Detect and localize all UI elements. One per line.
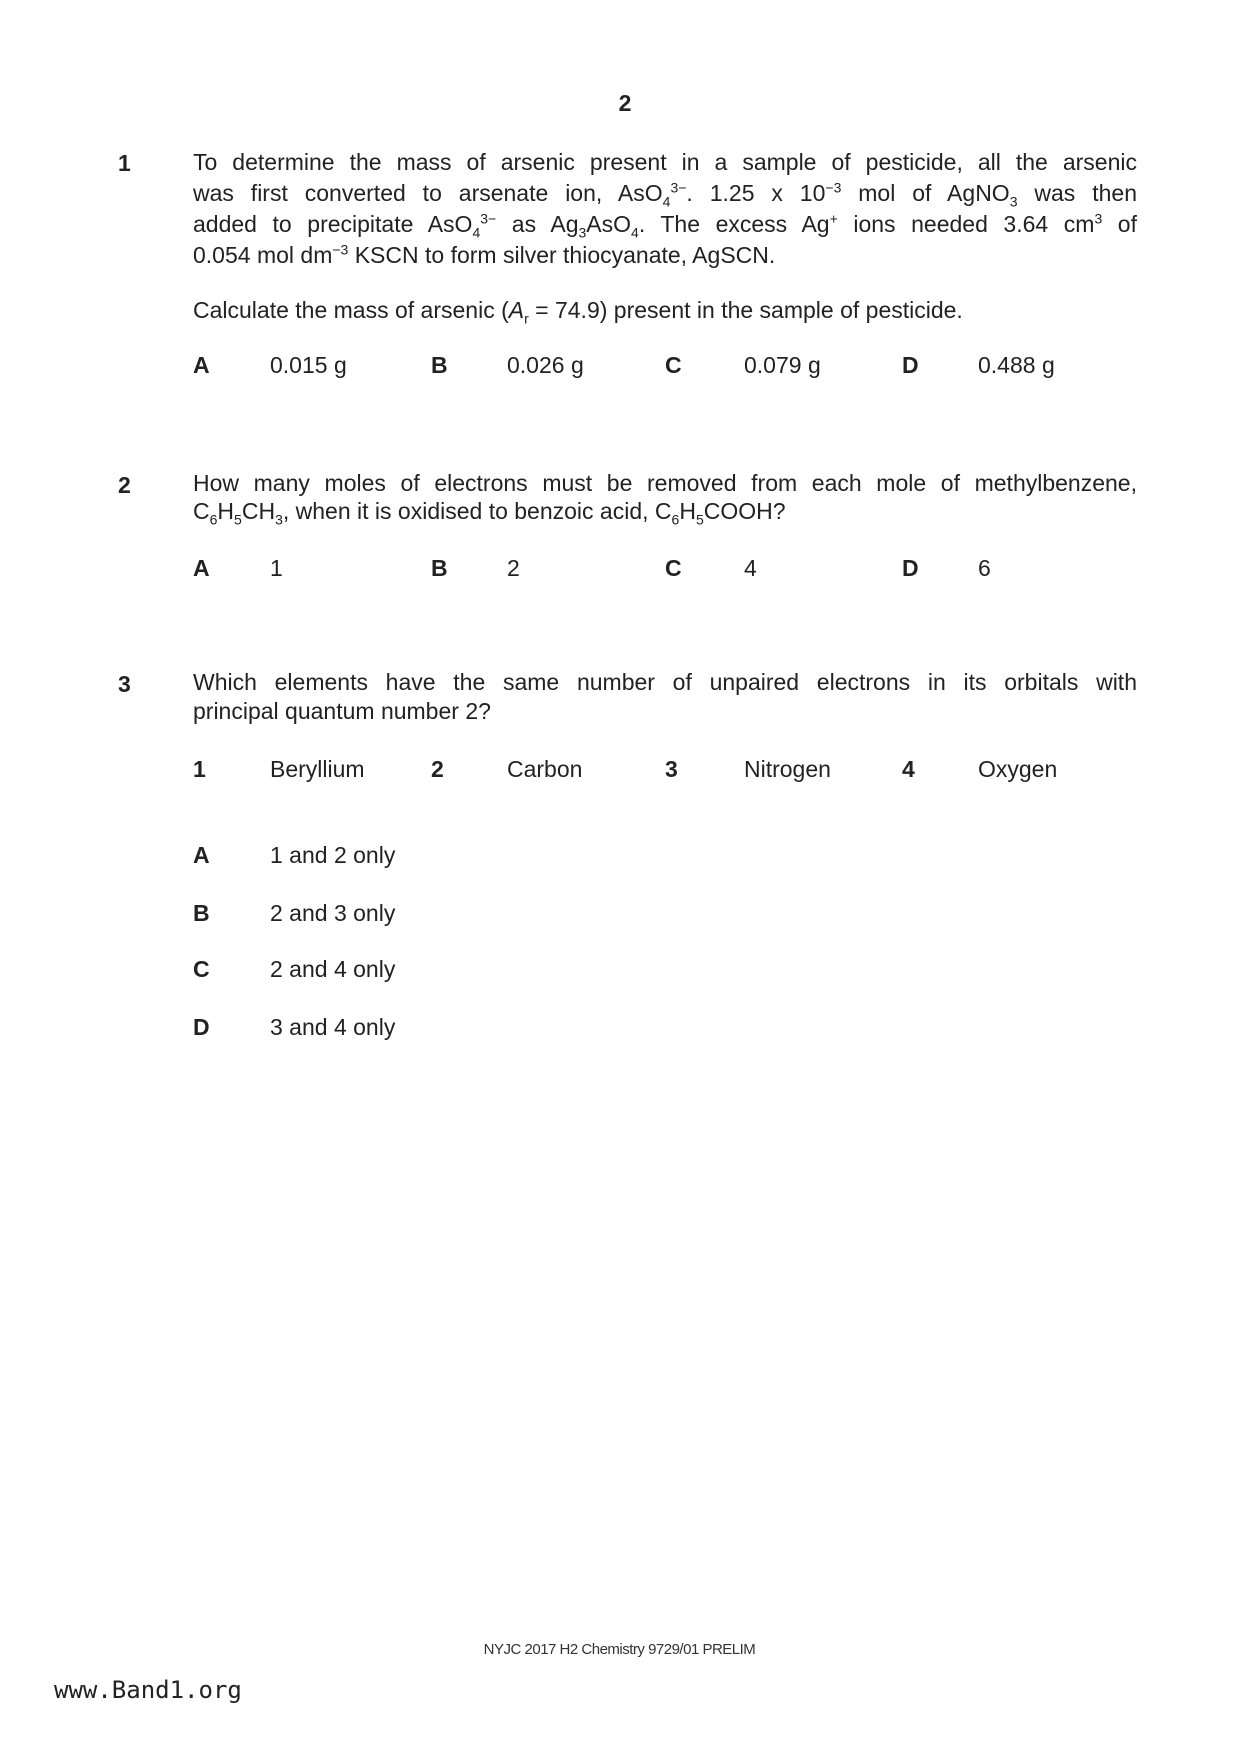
option-value: 1 xyxy=(270,555,283,581)
option-letter: C xyxy=(665,352,682,378)
question-number: 2 xyxy=(118,472,131,498)
option-letter: C xyxy=(665,555,682,581)
option-letter: A xyxy=(193,555,210,581)
option-value: 0.015 g xyxy=(270,352,347,378)
option-value: 6 xyxy=(978,555,991,581)
option-letter: B xyxy=(431,352,448,378)
option-value: 0.079 g xyxy=(744,352,821,378)
watermark: www.Band1.org xyxy=(54,1676,242,1704)
option-letter: A xyxy=(193,352,210,378)
option-letter: D xyxy=(902,555,919,581)
exam-page: 2 1 To determine the mass of arsenic present in a sample of pesticide, all the arsenic was first converted to arsenate ion, AsO$_4^{3-}$. 1.25 x $10^{-3}$ mol of AgNO$_3$ was then added to precipitate AsO$_4^{3-}$ as $Ag_3AsO_4$. The excess Ag+ ions needed 3.64 $cm^3$ of 0.054 mol $dm^{-3}$ KSCN to form silver thiocyanate, AgSCN. Calculate the mass of arsenic $(A_r = 74.9)$ present in the sample of pesticide. A 0.015 g B 0.026 g C 0.079 g D 0.488 g 2 How many moles of electrons must be removed from each mole of methylbenzene, $C_6H_5CH_3$, when it is oxidised to benzoic acid, $C_6H_5COOH$? A 1 B 2 C 4 D 6 3 Which elements have the same number of unpaired electrons in its orbitals with principal quantum number 2? 1 Beryllium 2 Carbon 3 Nitrogen 4 Oxygen A 1 and 2 only B 2 and 3 only C 2 and 4 only D 3 and 4 only NYJC 2017 H2 Chemistry 9729/01 PRELIM www.Band1.org xyxy=(0,0,1239,1754)
question-number: 3 xyxy=(118,671,131,697)
question-text: Which elements have the same number of unpaired electrons in its orbitals with principal quantum number 2? xyxy=(193,669,1137,724)
option-value: 0.488 g xyxy=(978,352,1055,378)
question-number: 1 xyxy=(118,150,131,176)
page-footer: NYJC 2017 H2 Chemistry 9729/01 PRELIM xyxy=(483,1641,756,1658)
page-number: 2 xyxy=(618,90,632,116)
option-letter: B xyxy=(431,555,448,581)
question-text: How many moles of electrons must be removed from each mole of methylbenzene, $C_6H_5CH_3$, when it is oxidised to benzoic acid, $C_6H_5COOH$? xyxy=(193,470,1137,528)
option-value: 2 xyxy=(507,555,520,581)
option-value: 0.026 g xyxy=(507,352,584,378)
question-text: To determine the mass of arsenic present in a sample of pesticide, all the arsenic was first converted to arsenate ion, AsO$_4^{3-}$. 1.25 x $10^{-3}$ mol of AgNO$_3$ was then added to precipitate AsO$_4^{3-}$ as $Ag_3AsO_4$. The excess Ag+ ions needed 3.64 $cm^3$ of 0.054 mol $dm^{-3}$ KSCN to form silver thiocyanate, AgSCN. xyxy=(193,149,1137,268)
option-letter: D xyxy=(902,352,919,378)
option-value: 4 xyxy=(744,555,757,581)
question-prompt: Calculate the mass of arsenic $(A_r = 74.9)$ present in the sample of pesticide. xyxy=(193,297,963,327)
